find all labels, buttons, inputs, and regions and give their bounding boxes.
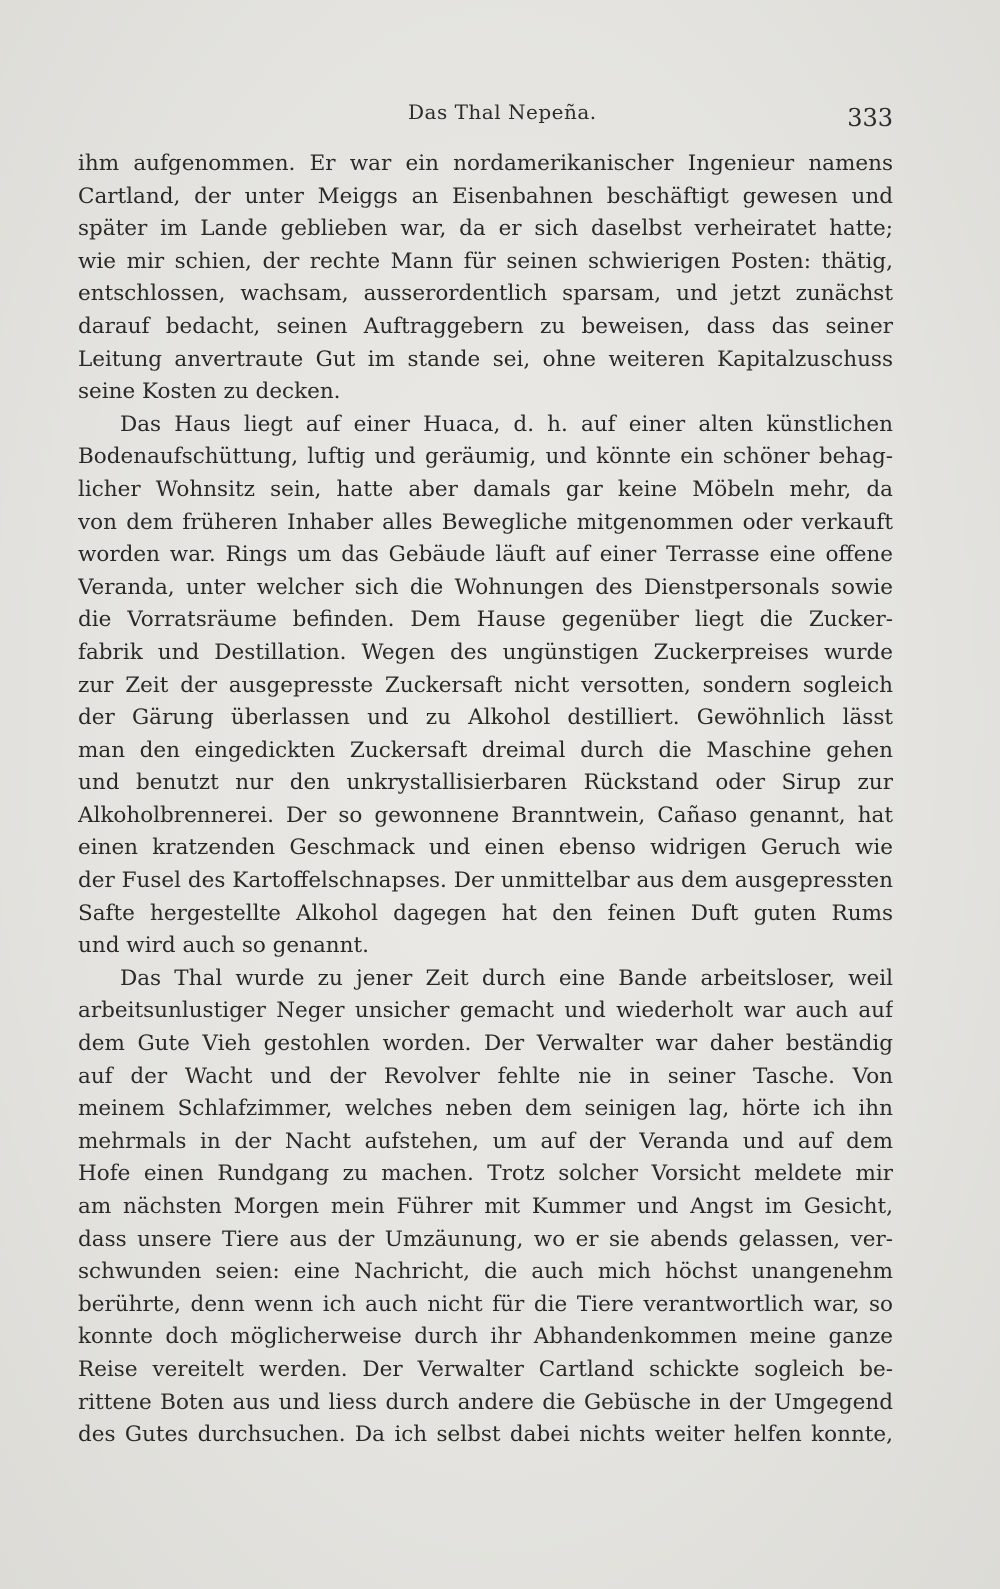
text-line: ihm aufgenommen. Er war ein nordamerikanischer Ingenieur namens [78,151,893,176]
text-line: Cartland, der unter Meiggs an Eisenbahnen beschäftigt gewesen und [78,183,893,209]
text-line: und wird auch so genannt. [78,933,369,959]
text-line: seine Kosten zu decken. [78,379,341,405]
text-line: Das Haus liegt auf einer Huaca, d. h. auf einer alten künstlichen [120,411,893,437]
text-line: Reise vereitelt werden. Der Verwalter Cartland schickte sogleich be- [78,1356,893,1382]
text-line: wie mir schien, der rechte Mann für seinen schwierigen Posten: thätig, [78,248,893,274]
text-line: fabrik und Destillation. Wegen des ungünstigen Zuckerpreises wurde [78,639,893,665]
text-line: und benutzt nur den unkrystallisierbaren Rückstand oder Sirup zur [78,770,893,796]
text-line: Safte hergestellte Alkohol dagegen hat den feinen Duft guten Rums [78,900,893,926]
text-line: Bodenaufschüttung, luftig und geräumig, und könnte ein schöner behag- [78,444,893,470]
text-line: zur Zeit der ausgepresste Zuckersaft nicht versotten, sondern sogleich [78,672,893,698]
text-line: konnte doch möglicherweise durch ihr Abhandenkommen meine ganze [78,1324,893,1350]
text-line: darauf bedacht, seinen Auftraggebern zu beweisen, dass das seiner [78,313,893,339]
page-header [78,92,893,132]
text-line: Hofe einen Rundgang zu machen. Trotz solcher Vorsicht meldete mir [78,1161,893,1187]
text-line: entschlossen, wachsam, ausserordentlich sparsam, und jetzt zunächst [78,281,893,307]
text-line: dass unsere Tiere aus der Umzäunung, wo er sie abends gelassen, ver- [78,1226,893,1252]
text-line: am nächsten Morgen mein Führer mit Kummer und Angst im Gesicht, [78,1194,893,1219]
text-line: berührte, denn wenn ich auch nicht für die Tiere verantwortlich war, so [78,1291,893,1317]
page-number: 333 [847,104,893,132]
text-line: des Gutes durchsuchen. Da ich selbst dabei nichts weiter helfen konnte, [78,1422,893,1448]
paragraph-3 [78,963,893,1452]
text-line: mehrmals in der Nacht aufstehen, um auf der Veranda und auf dem [78,1128,893,1154]
text-line: man den eingedickten Zuckersaft dreimal durch die Maschine gehen [78,737,893,763]
running-head: Das Thal Nepeña. [408,100,597,124]
text-line: Veranda, unter welcher sich die Wohnungen des Dienstpersonals sowie [78,574,893,600]
text-line: der Gärung überlassen und zu Alkohol destilliert. Gewöhnlich lässt [78,705,893,731]
text-line: rittene Boten aus und liess durch andere die Gebüsche in der Umgegend [78,1389,893,1415]
text-line: meinem Schlafzimmer, welches neben dem seinigen lag, hörte ich ihn [78,1096,893,1122]
text-line: später im Lande geblieben war, da er sich daselbst verheiratet hatte; [78,216,893,242]
text-line: licher Wohnsitz sein, hatte aber damals gar keine Möbeln mehr, da [78,476,893,502]
text-line: arbeitsunlustiger Neger unsicher gemacht und wiederholt war auch auf [78,998,893,1024]
text-line: einen kratzenden Geschmack und einen ebenso widrigen Geruch wie [78,835,893,861]
text-line: worden war. Rings um das Gebäude läuft auf einer Terrasse eine offene [78,542,893,568]
text-line: Alkoholbrennerei. Der so gewonnene Branntwein, Cañaso genannt, hat [78,802,893,828]
text-line: Leitung anvertraute Gut im stande sei, ohne weiteren Kapitalzuschuss [78,346,893,372]
text-line: Das Thal wurde zu jener Zeit durch eine Bande arbeitsloser, weil [120,965,893,991]
text-line: von dem früheren Inhaber alles Bewegliche mitgenommen oder verkauft [78,509,893,535]
text-line: auf der Wacht und der Revolver fehlte nie in seiner Tasche. Von [78,1063,893,1089]
body-text [78,148,893,1452]
text-line: die Vorratsräume befinden. Dem Hause gegenüber liegt die Zucker- [78,607,893,633]
paragraph-1 [78,148,893,409]
text-line: dem Gute Vieh gestohlen worden. Der Verwalter war daher beständig [78,1031,893,1057]
paragraph-2 [78,409,893,963]
text-line: schwunden seien: eine Nachricht, die auch mich höchst unangenehm [78,1259,893,1285]
text-line: der Fusel des Kartoffelschnapses. Der unmittelbar aus dem ausgepressten [78,868,893,894]
